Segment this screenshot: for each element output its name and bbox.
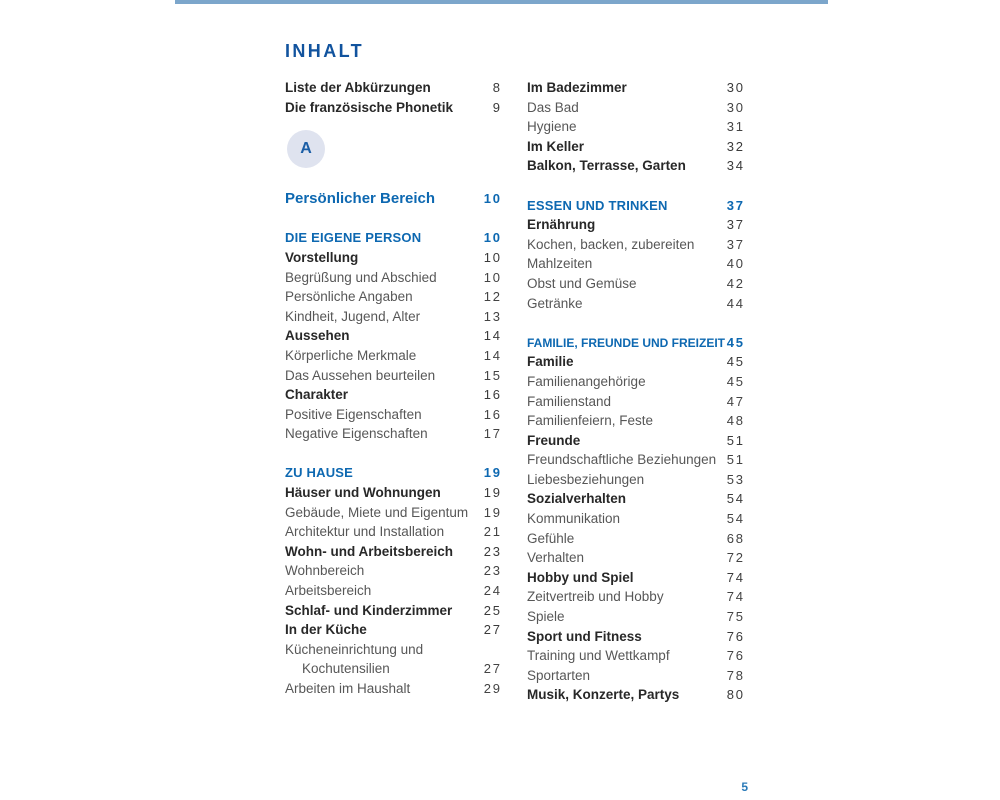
toc-entry-label: Im Keller [527, 138, 585, 154]
toc-entry-page: 10 [483, 269, 502, 285]
toc-entry-page: 44 [726, 295, 745, 311]
toc-entry-label: Freunde [527, 432, 581, 448]
toc-entry [527, 235, 743, 255]
toc-entry-page: 76 [726, 648, 745, 664]
toc-entry [527, 274, 743, 294]
toc-entry-label: Balkon, Terrasse, Garten [527, 158, 686, 174]
toc-entry-page: 9 [492, 99, 502, 115]
toc-entry [527, 568, 743, 588]
toc-entry-label: Liste der Abkürzungen [285, 80, 431, 95]
toc-entry [527, 431, 743, 451]
toc-entry-label: Schlaf- und Kinderzimmer [285, 602, 453, 618]
toc-entry-label: Zeitvertreib und Hobby [527, 589, 664, 605]
toc-entry-label: Sport und Fitness [527, 628, 642, 644]
toc-entry-label: Das Aussehen beurteilen [285, 367, 436, 383]
toc-entry-label: Verhalten [527, 550, 585, 566]
toc-entry [285, 620, 500, 640]
toc-entry-label: Liebesbeziehungen [527, 471, 645, 487]
toc-entry-page: 76 [726, 628, 745, 644]
toc-entry [527, 529, 743, 549]
toc-entry-label: Häuser und Wohnungen [285, 485, 441, 501]
toc-entry-page: 48 [726, 413, 745, 429]
toc-entry [527, 450, 743, 470]
toc-entry-page: 14 [483, 347, 502, 363]
toc-entry-label: Spiele [527, 609, 565, 625]
toc-column-left [285, 78, 500, 699]
toc-entry [285, 463, 500, 483]
toc-entry [285, 659, 500, 679]
toc-entry-label: Hygiene [527, 119, 577, 135]
toc-entry-label: Wohn- und Arbeitsbereich [285, 543, 454, 559]
toc-entry-page: 80 [726, 687, 745, 703]
toc-entry-page: 30 [726, 99, 745, 115]
toc-entry-label: Persönliche Angaben [285, 289, 413, 305]
toc-entry-page: 30 [726, 80, 745, 95]
toc-entry [285, 581, 500, 601]
toc-entry [527, 333, 743, 353]
toc-entry-page: 74 [726, 569, 745, 585]
toc-entry-page: 21 [483, 524, 502, 540]
toc-entry [285, 98, 500, 118]
toc-entry [527, 685, 743, 705]
toc-entry-page: 25 [483, 602, 502, 618]
toc-entry-page: 29 [483, 681, 502, 697]
toc-entry-page: 32 [726, 138, 745, 154]
toc-entry [285, 640, 500, 660]
toc-entry-label: Familienfeiern, Feste [527, 413, 654, 429]
toc-column-right [527, 78, 743, 705]
page-number: 5 [741, 780, 748, 794]
toc-entry-page: 51 [726, 452, 745, 468]
toc-entry-label: Familienstand [527, 393, 612, 409]
toc-entry-label: Charakter [285, 387, 349, 403]
toc-entry-label: Das Bad [527, 99, 579, 115]
toc-entry-label: DIE EIGENE PERSON [285, 230, 422, 246]
toc-entry-label: Arbeiten im Haushalt [285, 681, 411, 697]
toc-entry [527, 117, 743, 137]
toc-entry-page: 54 [726, 491, 745, 507]
toc-entry-label: Mahlzeiten [527, 256, 593, 272]
toc-entry-label: Kochutensilien [302, 661, 390, 677]
toc-entry [527, 666, 743, 686]
toc-entry [527, 548, 743, 568]
toc-entry [527, 156, 743, 176]
toc-entry [527, 98, 743, 118]
toc-entry-page: 54 [726, 511, 745, 527]
toc-entry [527, 587, 743, 607]
toc-entry [285, 424, 500, 444]
toc-entry-label: Kindheit, Jugend, Alter [285, 308, 421, 324]
toc-entry [527, 137, 743, 157]
toc-entry-page: 34 [726, 158, 745, 174]
toc-entry-label: Kommunikation [527, 511, 621, 527]
toc-entry-page: 37 [726, 217, 745, 233]
toc-entry-label: Positive Eigenschaften [285, 406, 422, 422]
toc-entry [527, 215, 743, 235]
toc-entry-label: Musik, Konzerte, Partys [527, 687, 680, 703]
toc-entry-label: Sportarten [527, 667, 591, 683]
toc-entry [285, 679, 500, 699]
toc-entry-page: 12 [483, 289, 502, 305]
toc-spacer [285, 444, 500, 464]
toc-entry [285, 385, 500, 405]
top-rule [175, 0, 828, 4]
toc-entry [285, 542, 500, 562]
toc-entry-page: 45 [726, 354, 745, 370]
toc-entry-label: Ernährung [527, 217, 596, 233]
toc-entry-label: Sozialverhalten [527, 491, 627, 507]
toc-entry-page: 51 [726, 432, 745, 448]
toc-entry-page: 31 [726, 119, 745, 135]
toc-entry [285, 522, 500, 542]
toc-entry-page: 16 [483, 406, 502, 422]
toc-entry-page: 53 [726, 471, 745, 487]
toc-entry [285, 601, 500, 621]
toc-entry [285, 248, 500, 268]
toc-entry [285, 189, 500, 209]
toc-entry-page: 8 [492, 80, 502, 95]
toc-entry-page: 16 [483, 387, 502, 403]
toc-spacer [285, 209, 500, 229]
toc-spacer [527, 176, 743, 196]
toc-entry-label: Körperliche Merkmale [285, 347, 417, 363]
toc-entry-page: 72 [726, 550, 745, 566]
toc-entry-page: 74 [726, 589, 745, 605]
toc-entry-label: Persönlicher Bereich [285, 190, 436, 208]
toc-entry-label: Negative Eigenschaften [285, 426, 428, 442]
toc-entry-label: ZU HAUSE [285, 465, 354, 481]
toc-entry [285, 78, 500, 98]
toc-entry [285, 307, 500, 327]
toc-entry-label: Gebäude, Miete und Eigentum [285, 504, 469, 520]
letter-circle-label: A [300, 139, 312, 157]
toc-entry [527, 607, 743, 627]
toc-entry [285, 268, 500, 288]
toc-entry-page: 19 [483, 485, 502, 501]
toc-entry-page: 10 [483, 230, 502, 246]
toc-entry-page: 37 [726, 236, 745, 252]
toc-entry-label: Familienangehörige [527, 373, 646, 389]
toc-entry-page: 19 [483, 465, 502, 481]
toc-entry [527, 509, 743, 529]
toc-entry-label: In der Küche [285, 622, 367, 638]
toc-entry [527, 646, 743, 666]
letter-circle [287, 130, 325, 168]
toc-entry [285, 561, 500, 581]
toc-entry-label: ESSEN UND TRINKEN [527, 197, 668, 213]
toc-entry-page: 10 [483, 249, 502, 265]
toc-entry-page: 27 [483, 622, 502, 638]
toc-entry-page: 40 [726, 256, 745, 272]
toc-entry [285, 405, 500, 425]
toc-entry-page: 68 [726, 530, 745, 546]
toc-entry-page: 19 [483, 504, 502, 520]
toc-entry-label: Training und Wettkampf [527, 648, 670, 664]
letter-break [285, 130, 500, 189]
toc-entry-label: Freundschaftliche Beziehungen [527, 452, 717, 468]
toc-entry-label: Kochen, backen, zubereiten [527, 236, 695, 252]
toc-entry-label: Die französische Phonetik [285, 99, 454, 115]
toc-entry-label: Im Badezimmer [527, 80, 627, 95]
toc-entry [527, 411, 743, 431]
toc-entry-label: Obst und Gemüse [527, 275, 637, 291]
toc-entry [527, 627, 743, 647]
toc-entry-page: 37 [726, 197, 745, 213]
toc-entry-label: Begrüßung und Abschied [285, 269, 437, 285]
toc-spacer [527, 313, 743, 333]
toc-entry [285, 483, 500, 503]
toc-entry [285, 228, 500, 248]
toc-entry [285, 326, 500, 346]
toc-entry [527, 489, 743, 509]
toc-entry-label: Hobby und Spiel [527, 569, 634, 585]
toc-entry [527, 470, 743, 490]
toc-entry-page: 75 [726, 609, 745, 625]
toc-entry [285, 346, 500, 366]
toc-entry-page: 10 [483, 191, 502, 207]
toc-entry [527, 372, 743, 392]
toc-entry-label: Gefühle [527, 530, 575, 546]
toc-entry-page: 45 [726, 334, 745, 350]
toc-entry-page: 17 [483, 426, 502, 442]
toc-entry-page: 24 [483, 583, 502, 599]
toc-entry-page: 42 [726, 275, 745, 291]
toc-entry-label: Familie [527, 354, 574, 370]
toc-entry-page: 78 [726, 667, 745, 683]
toc-entry [527, 78, 743, 98]
toc-entry-page: 15 [483, 367, 502, 383]
toc-entry-page: 23 [483, 563, 502, 579]
toc-entry [527, 254, 743, 274]
toc-entry [527, 196, 743, 216]
page-title: INHALT [285, 41, 365, 61]
toc-entry-page: 27 [483, 661, 502, 677]
toc-entry-page: 13 [483, 308, 502, 324]
toc-entry-label: Vorstellung [285, 249, 359, 265]
toc-entry-page: 14 [483, 328, 502, 344]
toc-entry-label: FAMILIE, FREUNDE UND FREIZEIT [527, 335, 725, 350]
toc-entry-page: 47 [726, 393, 745, 409]
toc-entry-label: Aussehen [285, 328, 350, 344]
toc-entry [285, 366, 500, 386]
toc-entry [527, 294, 743, 314]
toc-entry-label: Arbeitsbereich [285, 583, 372, 599]
toc-entry [285, 503, 500, 523]
toc-entry-label: Architektur und Installation [285, 524, 445, 540]
toc-entry-label: Kücheneinrichtung und [285, 641, 424, 657]
toc-entry-page: 45 [726, 373, 745, 389]
toc-entry-page: 23 [483, 543, 502, 559]
toc-entry [527, 392, 743, 412]
toc-entry [285, 287, 500, 307]
toc-entry-label: Wohnbereich [285, 563, 365, 579]
toc-entry [527, 352, 743, 372]
toc-entry-label: Getränke [527, 295, 583, 311]
